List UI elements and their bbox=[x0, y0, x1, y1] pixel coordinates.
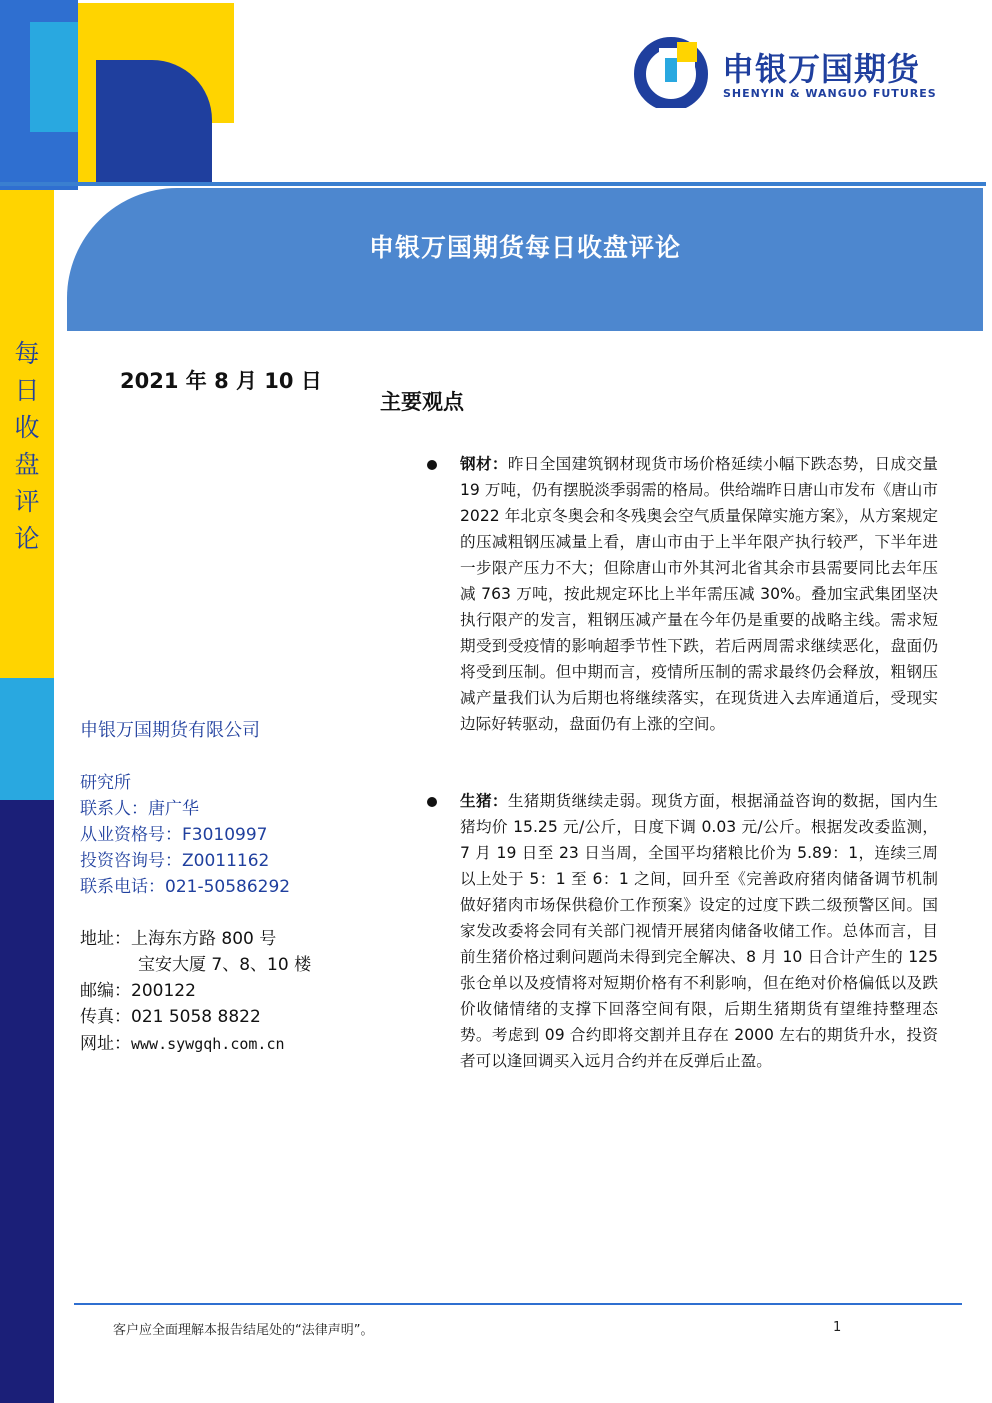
page-title: 申银万国期货每日收盘评论 bbox=[368, 233, 681, 262]
bullet-icon bbox=[427, 460, 437, 470]
research-dept: 研究所 bbox=[80, 773, 131, 793]
section-hog-text: 生猪期货继续走弱。现货方面，根据涌益咨询的数据，国内生猪均价 15.25 元/公斤，日度下调 0.03 元/公斤。根据发改委监测，7 月 19 日至 23 日当周，全国平均猪粮比价为 5.89：1，连续三周以上处于 5：1 至 6：1 之间，回升至《完善政府猪肉储备调节机制做好猪肉市场保供稳价工作预案》设定的过度下跌二级预警区间。国家发改委将会同有关部门视情开展猪肉储备收储工作。总体而言，目前生猪价格过剩问题尚未得到完全解决、8 月 10 日合计产生的 125 张仓单以及疫情将对短期价格有不利影响，但在绝对价格偏低以及跌价收储情绪的支撑下回落空间有限，后期生猪期货有望维持整理态势。考虑到 09 合约即将交割并且存在 2000 左右的期货升水，投资者可以逢回调买入远月合约并在反弹后止盈。 bbox=[460, 792, 938, 1070]
logo-chinese-name: 申银万国期货 bbox=[722, 50, 921, 88]
side-bar-light-blue bbox=[0, 678, 54, 800]
side-label: 每日收盘评论 bbox=[11, 340, 40, 562]
zip-line bbox=[80, 976, 196, 1001]
website-line bbox=[80, 1029, 285, 1054]
fax-value: 021 5058 8822 bbox=[131, 1007, 261, 1027]
zip-label: 邮编： bbox=[80, 981, 131, 1001]
website-link[interactable]: www.sywgqh.com.cn bbox=[131, 1035, 285, 1053]
footer-disclaimer: 客户应全面理解本报告结尾处的“法律声明”。 bbox=[113, 1323, 374, 1338]
footer-rule bbox=[74, 1303, 962, 1305]
fax-label: 传真： bbox=[80, 1007, 131, 1027]
fax-line bbox=[80, 1002, 261, 1027]
contact-person: 联系人：唐广华 bbox=[80, 799, 199, 819]
address-value-1: 上海东方路 800 号 bbox=[131, 929, 277, 949]
side-bar-navy bbox=[0, 800, 54, 1403]
section-heading: 主要观点 bbox=[380, 390, 464, 414]
section-steel-label: 钢材： bbox=[460, 455, 508, 473]
title-banner bbox=[67, 188, 983, 331]
address-line-1 bbox=[80, 924, 276, 949]
corner-decoration-light-blue bbox=[30, 22, 78, 132]
qualification-number: 从业资格号：F3010997 bbox=[80, 825, 268, 845]
section-hog-label: 生猪： bbox=[460, 792, 508, 810]
logo-mark-icon bbox=[634, 34, 708, 108]
report-date: 2021 年 8 月 10 日 bbox=[120, 369, 322, 393]
section-steel-text: 昨日全国建筑钢材现货市场价格延续小幅下跌态势，日成交量 19 万吨，仍有摆脱淡季弱需的格局。供给端昨日唐山市发布《唐山市 2022 年北京冬奥会和冬残奥会空气质量保障实施方案》，从方案规定的压减粗钢压减量上看，唐山市由于上半年限产执行较严，下半年进一步限产压力不大；但除唐山市外其河北省其余市县需要同比去年压减 763 万吨，按此规定环比上半年需压减 30%。叠加宝武集团坚决执行限产的发言，粗钢压减产量在今年仍是重要的战略主线。需求短期受到受疫情的影响超季节性下跌，若后两周需求继续恶化，盘面仍将受到压制。但中期而言，疫情所压制的需求最终仍会释放，粗钢压减产量我们认为后期也将继续落实，在现货进入去库通道后，受现实边际好转驱动，盘面仍有上涨的空间。 bbox=[460, 455, 938, 733]
section-hog bbox=[460, 788, 938, 1074]
header-rule bbox=[0, 182, 986, 186]
zip-value: 200122 bbox=[131, 981, 196, 1001]
bullet-icon bbox=[427, 797, 437, 807]
section-steel bbox=[460, 451, 938, 737]
website-label: 网址： bbox=[80, 1034, 131, 1054]
company-name: 申银万国期货有限公司 bbox=[80, 720, 260, 741]
address-label: 地址： bbox=[80, 929, 131, 949]
consult-number: 投资咨询号：Z0011162 bbox=[80, 851, 270, 871]
corner-decoration-navy-arc bbox=[96, 60, 212, 185]
contact-phone: 联系电话：021-50586292 bbox=[80, 877, 291, 897]
logo-english-name: SHENYIN & WANGUO FUTURES bbox=[723, 87, 937, 100]
page-number: 1 bbox=[833, 1320, 842, 1335]
address-value-2: 宝安大厦 7、8、10 楼 bbox=[138, 955, 312, 975]
company-logo bbox=[634, 34, 937, 108]
